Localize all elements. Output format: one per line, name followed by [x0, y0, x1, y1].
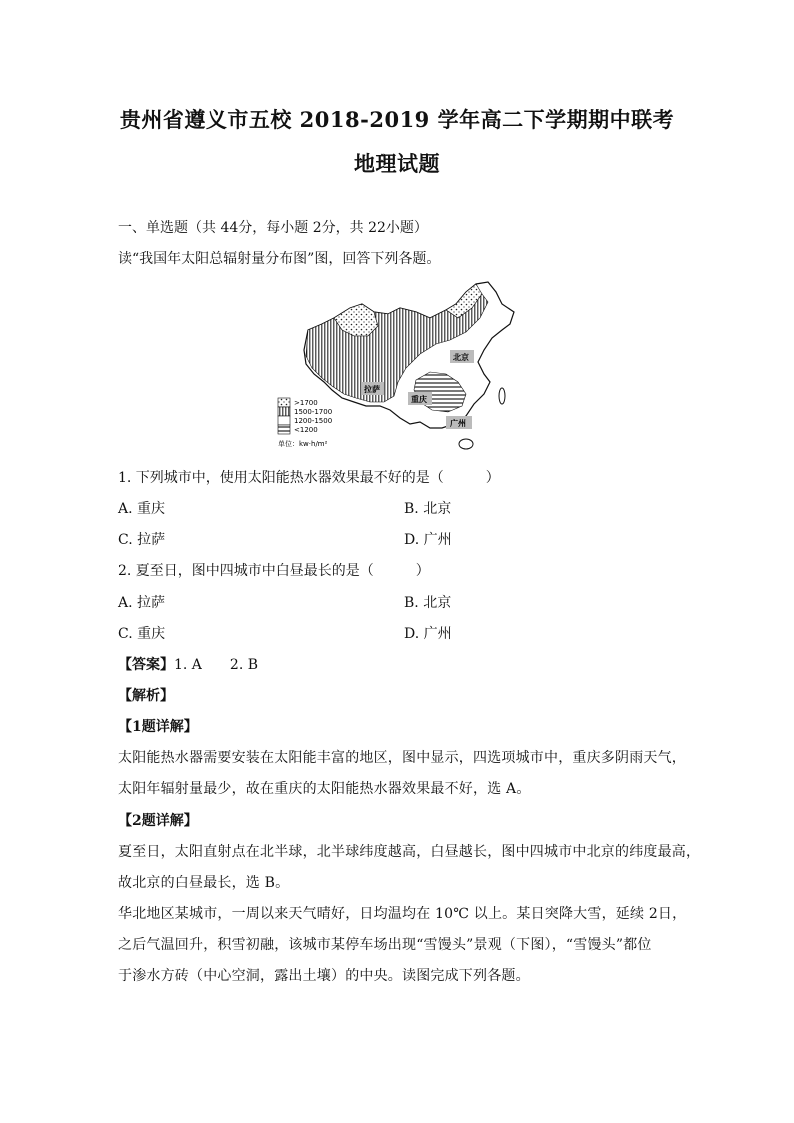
- question-1-option-d: D. 广州: [404, 532, 452, 548]
- legend-item: >1700: [294, 399, 318, 407]
- section-intro: 读“我国年太阳总辐射量分布图”图，回答下列各题。: [118, 251, 441, 267]
- question-2-option-d: D. 广州: [404, 626, 452, 642]
- question-1-option-a: A. 重庆: [118, 501, 166, 517]
- answer-label: 【答案】: [118, 657, 174, 673]
- next-intro-text: 于渗水方砖（中心空洞，露出土壤）的中央。读图完成下列各题。: [118, 968, 530, 984]
- q1-detail-text: 太阳年辐射量最少，故在重庆的太阳能热水器效果最不好，选 A。: [118, 781, 531, 797]
- question-2-stem: 2. 夏至日，图中四城市中白昼最长的是（ ）: [118, 563, 430, 579]
- question-1-option-b: B. 北京: [404, 501, 452, 517]
- legend-item: 1200-1500: [294, 417, 333, 425]
- q2-detail-text: 夏至日，太阳直射点在北半球，北半球纬度越高，白昼越长，图中四城市中北京的纬度最高，: [118, 844, 701, 860]
- page-subtitle: 地理试题: [354, 151, 440, 176]
- legend-unit: 单位：kw·h/m²: [278, 440, 328, 448]
- q1-detail-text: 太阳能热水器需要安装在太阳能丰富的地区，图中显示，四选项城市中，重庆多阴雨天气，: [118, 750, 686, 766]
- question-1-option-c: C. 拉萨: [118, 532, 166, 548]
- answer-value: 1. A 2. B: [174, 657, 259, 673]
- question-2-option-a: A. 拉萨: [118, 595, 166, 611]
- next-intro-text: 华北地区某城市，一周以来天气晴好，日均温均在 10℃ 以上。某日突降大雪，延续 2日，: [118, 906, 687, 922]
- legend-item: 1500-1700: [294, 408, 333, 416]
- answer-line: [118, 654, 258, 674]
- analysis-label: 【解析】: [118, 688, 174, 704]
- page-title: 贵州省遵义市五校 2018-2019 学年高二下学期期中联考: [119, 107, 675, 132]
- city-lhasa: 拉萨: [364, 385, 380, 394]
- city-guangzhou: 广州: [450, 419, 466, 428]
- solar-radiation-map: [270, 278, 526, 458]
- map-legend: [278, 398, 332, 448]
- city-chongqing: 重庆: [411, 395, 427, 404]
- question-2-option-b: B. 北京: [404, 595, 452, 611]
- q2-detail-text: 故北京的白昼最长，选 B。: [118, 875, 290, 891]
- section-heading: 一、单选题（共 44分，每小题 2分，共 22小题）: [118, 220, 428, 236]
- city-beijing: 北京: [453, 353, 469, 362]
- legend-item: <1200: [294, 426, 318, 434]
- next-intro-text: 之后气温回升，积雪初融，该城市某停车场出现“雪馒头”景观（下图），“雪馒头”都位: [118, 937, 652, 953]
- q2-detail-label: 【2题详解】: [118, 813, 198, 829]
- question-2-option-c: C. 重庆: [118, 626, 166, 642]
- question-1-stem: 1. 下列城市中，使用太阳能热水器效果最不好的是（ ）: [118, 470, 500, 486]
- q1-detail-label: 【1题详解】: [118, 719, 198, 735]
